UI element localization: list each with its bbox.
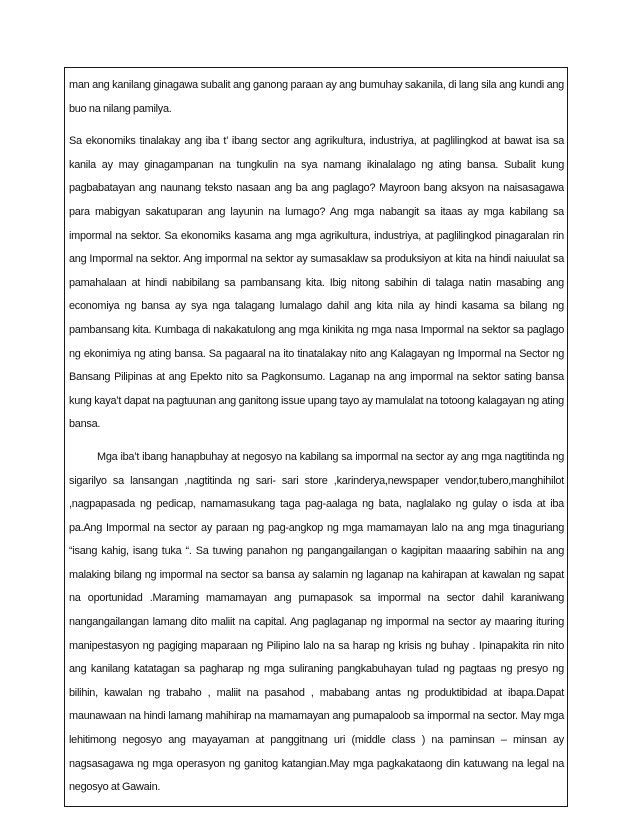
paragraph-1: man ang kanilang ginagawa subalit ang ganong paraan ay ang bumuhay sakanila, di lang sila ang kundi ang buo na nilang pamilya. [69, 79, 564, 115]
text-border-box [64, 67, 568, 807]
paragraph-2: Sa ekonomiks tinalakay ang iba t’ ibang sector ang agrikultura, industriya, at paglilingkod at bawat isa sa kanila ay may ginagampanan na tungkulin na sya namang ikinalalago ng ating bansa. Subalit kung pagbabatayan ang naunang teksto nasaan ang ba ang paglago? Mayroon bang aksyon na naisasagawa para mabigyan sakatuparan ang layunin na lumago? Ang mga nabangit sa itaas ay mga kabilang sa impormal na sektor. Sa ekonomiks kasama ang mga agrikultura, industriya, at paglilingkod pinagaralan rin ang Impormal na sektor. Ang impormal na sektor ay sumasaklaw sa produksiyon at kita na hindi naiuulat sa pamahalaan at hindi nabibilang sa pambansang kita. Ibig nitong sabihin di talaga natin masabing ang economiya ng bansa ay sya nga talagang lumalago dahil ang kita nila ay hindi kasama sa bilang ng pambansang kita. Kumbaga di nakakatulong ang mga kinikita ng mga nasa Impormal na sektor sa paglago ng ekonimiya ng ating bansa. Sa pagaaral na ito tinatalakay nito ang Kalagayan ng Impormal na Sector ng Bansang Pilipinas at ang Epekto nito sa Pagkonsumo. Laganap na ang impormal na sektor sating bansa kung kaya’t dapat na pagtuunan ang ganitong issue upang tayo ay mamulalat na totoong kalagayan ng ating bansa. [69, 135, 564, 431]
body-text [69, 74, 564, 800]
paragraph-3: Mga iba’t ibang hanapbuhay at negosyo na kabilang sa impormal na sector ay ang mga nagtitinda ng sigarilyo sa lansangan ,nagtitinda ng sari- sari store ,karinderya,newspaper vendor,tubero,manghihilot ,nagpapasada ng pedicap, namamasukang taga pag-aalaga ng bata, naglalako ng gulay o isda at iba pa.Ang Impormal na sector ay paraan ng pag-angkop ng mga mamamayan lalo na ang mga tinaguriang “isang kahig, isang tuka “. Sa tuwing panahon ng pangangailangan o kagipitan maaaring sabihin na ang malaking bilang ng impormal na sector sa bansa ay salamin ng laganap na kahirapan at kawalan ng sapat na oportunidad .Maraming mamamayan ang pumapasok sa impormal na sector dahil karaniwang nangangailangan lamang dito maliit na capital. Ang paglaganap ng impormal na sector ay maaring ituring manipestasyon ng pagiging maparaan ng Pilipino lalo na sa harap ng krisis ng buhay . Ipinapakita rin nito ang kanilang katatagan sa pagharap ng mga suliraning pangkabuhayan tulad ng pagtaas ng presyo ng bilihin, kawalan ng trabaho , maliit na pasahod , mababang antas ng produktibidad at ibapa.Dapat maunawaan na hindi lamang mahihirap na mamamayan ang pumapaloob sa impormal na sector. May mga lehitimong negosyo ang mayayaman at panggitnang uri (middle class ) na paminsan – minsan ay nagsasagawa ng mga operasyon ng ganitog katangian.May mga pagkakataong din katuwang na legal na negosyo at Gawain. [69, 450, 564, 794]
